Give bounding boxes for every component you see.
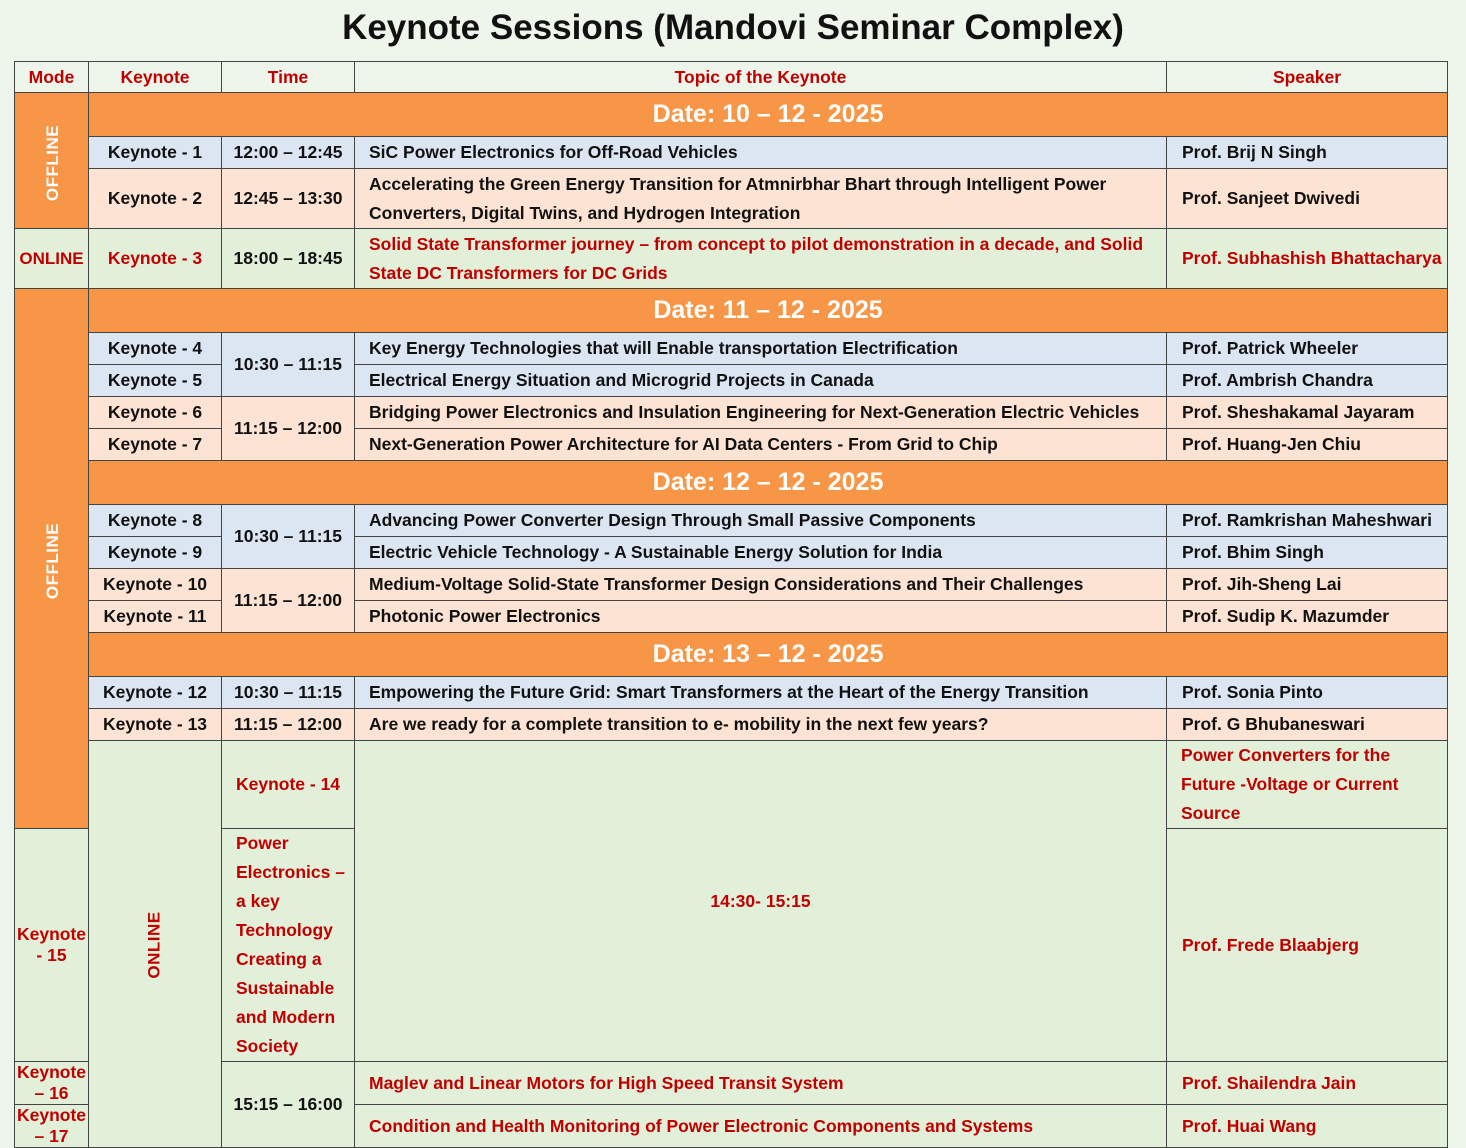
topic-cell: SiC Power Electronics for Off-Road Vehicles (355, 137, 1167, 169)
table-row (15, 741, 1448, 829)
speaker-cell: Prof. Sheshakamal Jayaram (1167, 397, 1448, 429)
table-row (15, 505, 1448, 537)
topic-cell: Solid State Transformer journey – from concept to pilot demonstration in a decade, and Solid State DC Transformers for DC Grids (355, 229, 1167, 289)
keynote-cell: Keynote - 12 (89, 677, 222, 709)
table-row (15, 1062, 1448, 1105)
keynote-cell: Keynote - 15 (15, 829, 89, 1062)
header-mode: Mode (15, 62, 89, 93)
topic-cell: Maglev and Linear Motors for High Speed Transit System (355, 1062, 1167, 1105)
keynote-cell: Keynote – 17 (15, 1105, 89, 1148)
speaker-cell: Prof. Brij N Singh (1167, 137, 1448, 169)
speaker-cell: Prof. Sudip K. Mazumder (1167, 601, 1448, 633)
table-row (15, 333, 1448, 365)
speaker-cell: Prof. Sanjeet Dwivedi (1167, 169, 1448, 229)
speaker-cell: Prof. G Bhubaneswari (1167, 709, 1448, 741)
keynote-cell: Keynote - 3 (89, 229, 222, 289)
time-cell: 10:30 – 11:15 (222, 677, 355, 709)
speaker-cell: Prof. Huang-Jen Chiu (1167, 429, 1448, 461)
keynote-cell: Keynote - 8 (89, 505, 222, 537)
header-keynote: Keynote (89, 62, 222, 93)
keynote-cell: Keynote - 11 (89, 601, 222, 633)
mode-cell-online: ONLINE (89, 741, 222, 1148)
time-cell: 12:45 – 13:30 (222, 169, 355, 229)
keynote-cell: Keynote - 9 (89, 537, 222, 569)
speaker-cell: Prof. Bhim Singh (1167, 537, 1448, 569)
header-time: Time (222, 62, 355, 93)
topic-cell: Electric Vehicle Technology - A Sustainable Energy Solution for India (355, 537, 1167, 569)
mode-cell-offline: OFFLINE (15, 289, 89, 829)
time-cell: 11:15 – 12:00 (222, 397, 355, 461)
table-row (15, 137, 1448, 169)
date-row (15, 93, 1448, 137)
table-row (15, 677, 1448, 709)
topic-cell: Medium-Voltage Solid-State Transformer Design Considerations and Their Challenges (355, 569, 1167, 601)
header-speaker: Speaker (1167, 62, 1448, 93)
topic-cell: Next-Generation Power Architecture for AI Data Centers - From Grid to Chip (355, 429, 1167, 461)
time-cell: 12:00 – 12:45 (222, 137, 355, 169)
keynote-cell: Keynote – 16 (15, 1062, 89, 1105)
keynote-cell: Keynote - 14 (222, 741, 355, 829)
table-row (15, 397, 1448, 429)
topic-cell: Key Energy Technologies that will Enable transportation Electrification (355, 333, 1167, 365)
time-cell: 11:15 – 12:00 (222, 709, 355, 741)
keynote-cell: Keynote - 1 (89, 137, 222, 169)
table-row (15, 709, 1448, 741)
table-row (15, 169, 1448, 229)
date-row (15, 633, 1448, 677)
speaker-cell: Prof. Ramkrishan Maheshwari (1167, 505, 1448, 537)
speaker-cell: Prof. Sonia Pinto (1167, 677, 1448, 709)
time-cell: 10:30 – 11:15 (222, 505, 355, 569)
speaker-cell: Prof. Subhashish Bhattacharya (1167, 229, 1448, 289)
mode-cell-offline: OFFLINE (15, 93, 89, 229)
speaker-cell: Prof. Huai Wang (1167, 1105, 1448, 1148)
date-label: Date: 12 – 12 - 2025 (89, 461, 1448, 505)
topic-cell: Photonic Power Electronics (355, 601, 1167, 633)
header-topic: Topic of the Keynote (355, 62, 1167, 93)
keynote-cell: Keynote - 13 (89, 709, 222, 741)
keynote-schedule-table (14, 61, 1448, 1148)
topic-cell: Are we ready for a complete transition to e- mobility in the next few years? (355, 709, 1167, 741)
keynote-cell: Keynote - 7 (89, 429, 222, 461)
topic-cell: Bridging Power Electronics and Insulation Engineering for Next-Generation Electric Vehicles (355, 397, 1167, 429)
topic-cell: Accelerating the Green Energy Transition for Atmnirbhar Bhart through Intelligent Power Converters, Digital Twins, and Hydrogen Integration (355, 169, 1167, 229)
date-row (15, 289, 1448, 333)
time-cell: 14:30- 15:15 (355, 741, 1167, 1062)
topic-cell: Condition and Health Monitoring of Power Electronic Components and Systems (355, 1105, 1167, 1148)
time-cell: 11:15 – 12:00 (222, 569, 355, 633)
speaker-cell: Prof. Jih-Sheng Lai (1167, 569, 1448, 601)
date-label: Date: 13 – 12 - 2025 (89, 633, 1448, 677)
keynote-cell: Keynote - 6 (89, 397, 222, 429)
table-row (15, 569, 1448, 601)
keynote-cell: Keynote - 4 (89, 333, 222, 365)
speaker-cell: Prof. Frede Blaabjerg (1167, 829, 1448, 1062)
mode-cell-online: ONLINE (15, 229, 89, 289)
speaker-cell: Prof. Patrick Wheeler (1167, 333, 1448, 365)
header-row (15, 62, 1448, 93)
topic-cell: Power Converters for the Future -Voltage or Current Source (1167, 741, 1448, 829)
date-label: Date: 11 – 12 - 2025 (89, 289, 1448, 333)
keynote-cell: Keynote - 2 (89, 169, 222, 229)
speaker-cell: Prof. Shailendra Jain (1167, 1062, 1448, 1105)
date-row (15, 461, 1448, 505)
page-title: Keynote Sessions (Mandovi Seminar Complex) (342, 8, 1124, 47)
keynote-cell: Keynote - 10 (89, 569, 222, 601)
speaker-cell: Prof. Ambrish Chandra (1167, 365, 1448, 397)
table-row (15, 229, 1448, 289)
date-label: Date: 10 – 12 - 2025 (89, 93, 1448, 137)
topic-cell: Empowering the Future Grid: Smart Transformers at the Heart of the Energy Transition (355, 677, 1167, 709)
topic-cell: Advancing Power Converter Design Through Small Passive Components (355, 505, 1167, 537)
time-cell: 15:15 – 16:00 (222, 1062, 355, 1148)
topic-cell: Electrical Energy Situation and Microgrid Projects in Canada (355, 365, 1167, 397)
topic-cell: Power Electronics – a key Technology Creating a Sustainable and Modern Society (222, 829, 355, 1062)
time-cell: 18:00 – 18:45 (222, 229, 355, 289)
time-cell: 10:30 – 11:15 (222, 333, 355, 397)
keynote-cell: Keynote - 5 (89, 365, 222, 397)
